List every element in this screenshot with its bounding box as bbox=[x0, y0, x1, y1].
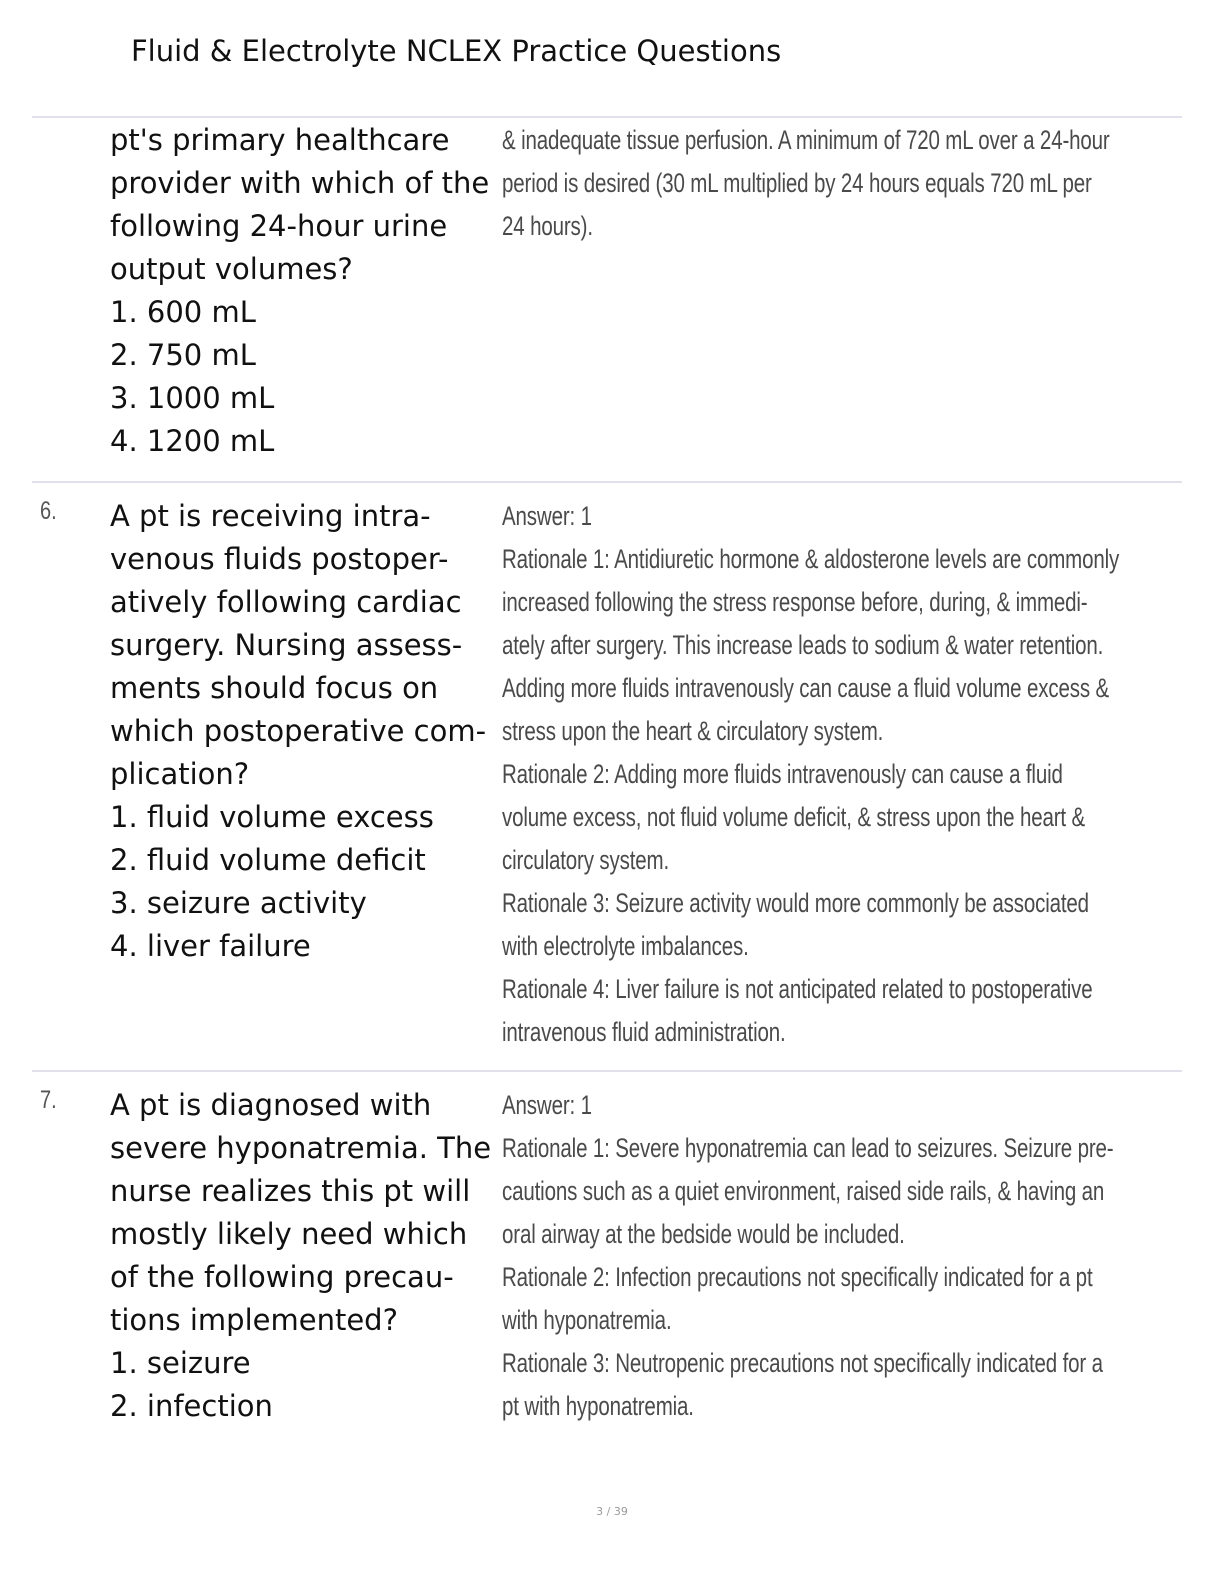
answer-line: intravenous fluid administration. bbox=[502, 1017, 786, 1047]
question-line: output volumes? bbox=[110, 252, 353, 286]
answer-text bbox=[502, 1084, 1192, 1428]
question-number: 7. bbox=[40, 1086, 57, 1114]
answer-label: Answer: 1 bbox=[502, 1090, 592, 1120]
answer-line: Rationale 2: Adding more fluids intravenously can cause a fluid bbox=[502, 759, 1063, 789]
answer-line: stress upon the heart & circulatory system. bbox=[502, 716, 884, 746]
answer-text bbox=[502, 495, 1192, 1054]
question-line: surgery. Nursing assess- bbox=[110, 628, 463, 662]
answer-line: Adding more fluids intravenously can cause a fluid volume excess & bbox=[502, 673, 1110, 703]
question-line: venous fluids postoper- bbox=[110, 542, 449, 576]
question-line: which postoperative com- bbox=[110, 714, 487, 748]
answer-line: 24 hours). bbox=[502, 211, 593, 241]
question-line: following 24-hour urine bbox=[110, 209, 448, 243]
question-number: 6. bbox=[40, 497, 57, 525]
answer-line: Rationale 3: Seizure activity would more commonly be associated bbox=[502, 888, 1089, 918]
answer-line: pt with hyponatremia. bbox=[502, 1391, 694, 1421]
answer-line: volume excess, not fluid volume deficit, & stress upon the heart & bbox=[502, 802, 1086, 832]
answer-text bbox=[502, 119, 1192, 248]
question-line: ments should focus on bbox=[110, 671, 439, 705]
question-text bbox=[110, 495, 502, 968]
question-text bbox=[110, 1084, 502, 1428]
option-1: 1. fluid volume excess bbox=[110, 800, 434, 834]
divider bbox=[32, 116, 1182, 118]
answer-line: Rationale 1: Severe hyponatremia can lead to seizures. Seizure pre- bbox=[502, 1133, 1114, 1163]
page-number: 3 / 39 bbox=[596, 1505, 628, 1518]
answer-line: cautions such as a quiet environment, raised side rails, & having an bbox=[502, 1176, 1105, 1206]
question-line: severe hyponatremia. The bbox=[110, 1131, 492, 1165]
divider bbox=[32, 1070, 1182, 1072]
question-line: pt's primary healthcare bbox=[110, 123, 450, 157]
divider bbox=[32, 481, 1182, 483]
question-line: A pt is diagnosed with bbox=[110, 1088, 432, 1122]
answer-line: oral airway at the bedside would be included. bbox=[502, 1219, 905, 1249]
option-1: 1. 600 mL bbox=[110, 295, 256, 329]
question-line: atively following cardiac bbox=[110, 585, 462, 619]
answer-line: Rationale 1: Antidiuretic hormone & aldosterone levels are commonly bbox=[502, 544, 1120, 574]
option-1: 1. seizure bbox=[110, 1346, 251, 1380]
answer-line: period is desired (30 mL multiplied by 24 hours equals 720 mL per bbox=[502, 168, 1092, 198]
option-2: 2. infection bbox=[110, 1389, 273, 1423]
question-line: of the following precau- bbox=[110, 1260, 454, 1294]
option-3: 3. seizure activity bbox=[110, 886, 367, 920]
question-line: A pt is receiving intra- bbox=[110, 499, 431, 533]
question-line: tions implemented? bbox=[110, 1303, 398, 1337]
answer-line: with hyponatremia. bbox=[502, 1305, 672, 1335]
option-2: 2. fluid volume deficit bbox=[110, 843, 426, 877]
option-4: 4. 1200 mL bbox=[110, 424, 275, 458]
question-line: plication? bbox=[110, 757, 250, 791]
option-4: 4. liver failure bbox=[110, 929, 311, 963]
question-line: mostly likely need which bbox=[110, 1217, 468, 1251]
answer-line: with electrolyte imbalances. bbox=[502, 931, 749, 961]
option-2: 2. 750 mL bbox=[110, 338, 256, 372]
answer-line: increased following the stress response before, during, & immedi- bbox=[502, 587, 1088, 617]
page-title: Fluid & Electrolyte NCLEX Practice Questions bbox=[131, 34, 782, 68]
question-line: provider with which of the bbox=[110, 166, 490, 200]
answer-line: Rationale 4: Liver failure is not anticipated related to postoperative bbox=[502, 974, 1093, 1004]
answer-line: Rationale 3: Neutropenic precautions not specifically indicated for a bbox=[502, 1348, 1103, 1378]
answer-line: ately after surgery. This increase leads to sodium & water retention. bbox=[502, 630, 1104, 660]
option-3: 3. 1000 mL bbox=[110, 381, 275, 415]
answer-line: & inadequate tissue perfusion. A minimum of 720 mL over a 24-hour bbox=[502, 125, 1110, 155]
question-text bbox=[110, 119, 502, 463]
answer-line: circulatory system. bbox=[502, 845, 670, 875]
answer-label: Answer: 1 bbox=[502, 501, 592, 531]
question-line: nurse realizes this pt will bbox=[110, 1174, 471, 1208]
answer-line: Rationale 2: Infection precautions not specifically indicated for a pt bbox=[502, 1262, 1093, 1292]
